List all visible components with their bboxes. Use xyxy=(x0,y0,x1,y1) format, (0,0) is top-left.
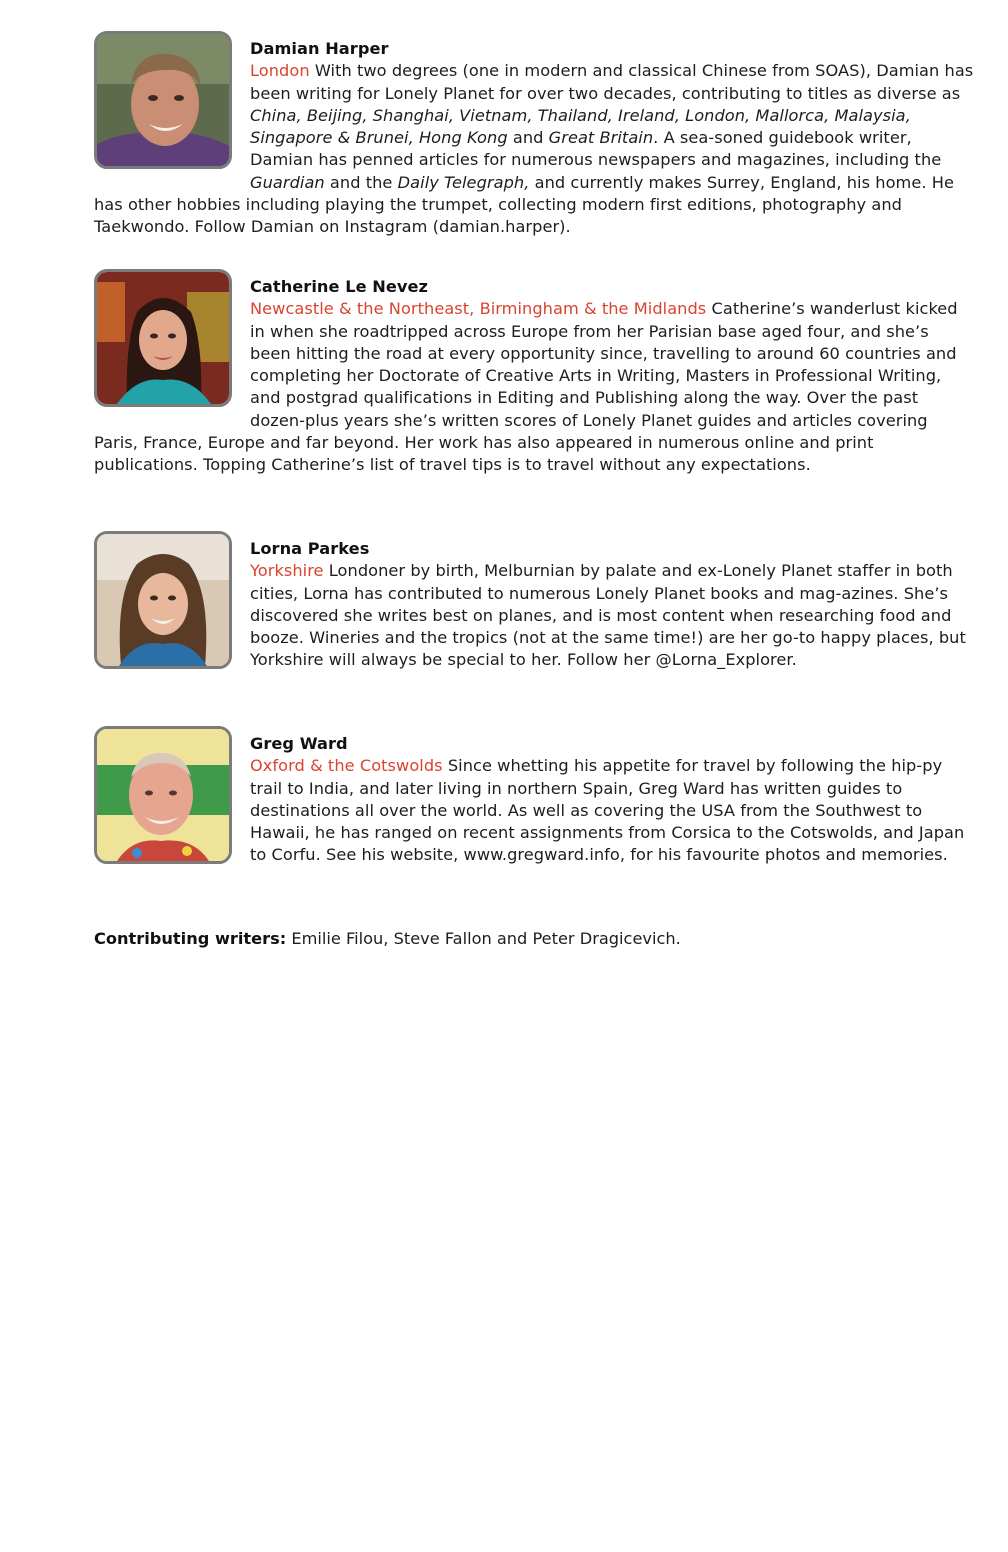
author-damian-harper xyxy=(94,38,974,239)
bio-segment: and currently makes Surrey, England, his home. He has other hobbies including playing the trumpet, collecting modern first editions, photography and Taekwondo. Follow Damian on Instagram (damian.harper). xyxy=(94,172,954,237)
author-name: Catherine Le Nevez xyxy=(250,277,429,296)
bio-segment: and xyxy=(507,128,549,148)
portrait-image xyxy=(97,272,229,404)
author-region: London xyxy=(250,61,310,81)
author-photo-greg-ward xyxy=(94,726,232,864)
bio-segment: . A sea-soned guidebook writer, Damian has penned articles for numerous newspapers and magazines, including the xyxy=(250,128,942,170)
bio-segment: With two degrees (one in modern and classical Chinese from SOAS), Damian has been writing for Lonely Planet for over two decades, contributing to titles as diverse as xyxy=(250,61,974,103)
contributing-names: Emilie Filou, Steve Fallon and Peter Dragicevich. xyxy=(286,929,681,948)
author-name: Damian Harper xyxy=(250,39,389,58)
author-photo-lorna-parkes xyxy=(94,531,232,669)
author-catherine-le-nevez xyxy=(94,276,974,477)
italic-title: China, Beijing, Shanghai, Vietnam, Thailand, Ireland, London, Mallorca, Malaysia, Singapore & Brunei, Hong Kong xyxy=(250,105,911,148)
italic-title: Guardian xyxy=(250,172,325,192)
author-photo-damian-harper xyxy=(94,31,232,169)
author-region: Oxford & the Cotswolds xyxy=(250,756,443,776)
author-region: Yorkshire xyxy=(250,561,324,581)
portrait-image xyxy=(97,534,229,666)
portrait-image xyxy=(97,34,229,166)
author-lorna-parkes xyxy=(94,538,974,676)
author-name: Lorna Parkes xyxy=(250,539,370,558)
contributing-writers xyxy=(94,928,681,950)
contributing-label: Contributing writers: xyxy=(94,929,287,948)
bio-segment: and the xyxy=(324,172,398,192)
author-name: Greg Ward xyxy=(250,734,348,753)
author-photo-catherine-le-nevez xyxy=(94,269,232,407)
author-greg-ward xyxy=(94,733,974,871)
bio-segment: Londoner by birth, Melburnian by palate and ex-Lonely Planet staffer in both cities, Lorna has contributed to numerous Lonely Planet books and mag-azines. She’s discovered she writes best on planes, and is most content when researching food and booze. Wineries and the tropics (not at the same time!) are her go-to happy places, but Yorkshire will always be special to her. Follow her @Lorna_Explorer. xyxy=(250,561,966,670)
italic-title: Great Britain xyxy=(548,128,654,148)
italic-title: Daily Telegraph, xyxy=(397,172,530,192)
bio-segment: Since whetting his appetite for travel by following the hip-py trail to India, and later living in northern Spain, Greg Ward has written guides to destinations all over the world. As well as covering the USA from the Southwest to Hawaii, he has ranged on recent assignments from Corsica to the Cotswolds, and Japan to Corfu. See his website, www.gregward.info, for his favourite photos and memories. xyxy=(250,756,965,865)
bio-segment: Catherine’s wanderlust kicked in when she roadtripped across Europe from her Parisian base aged four, and she’s been hitting the road at every opportunity since, travelling to around 60 countries and completing her Doctorate of Creative Arts in Writing, Masters in Professional Writing, and postgrad qualifications in Editing and Publishing along the way. Over the past dozen-plus years she’s written scores of Lonely Planet guides and articles covering Paris, France, Europe and far beyond. Her work has also appeared in numerous online and print publications. Topping Catherine’s list of travel tips is to travel without any expectations. xyxy=(94,299,958,475)
author-region: Newcastle & the Northeast, Birmingham & the Midlands xyxy=(250,299,707,319)
author-bio-text xyxy=(250,561,966,669)
portrait-image xyxy=(97,729,229,861)
